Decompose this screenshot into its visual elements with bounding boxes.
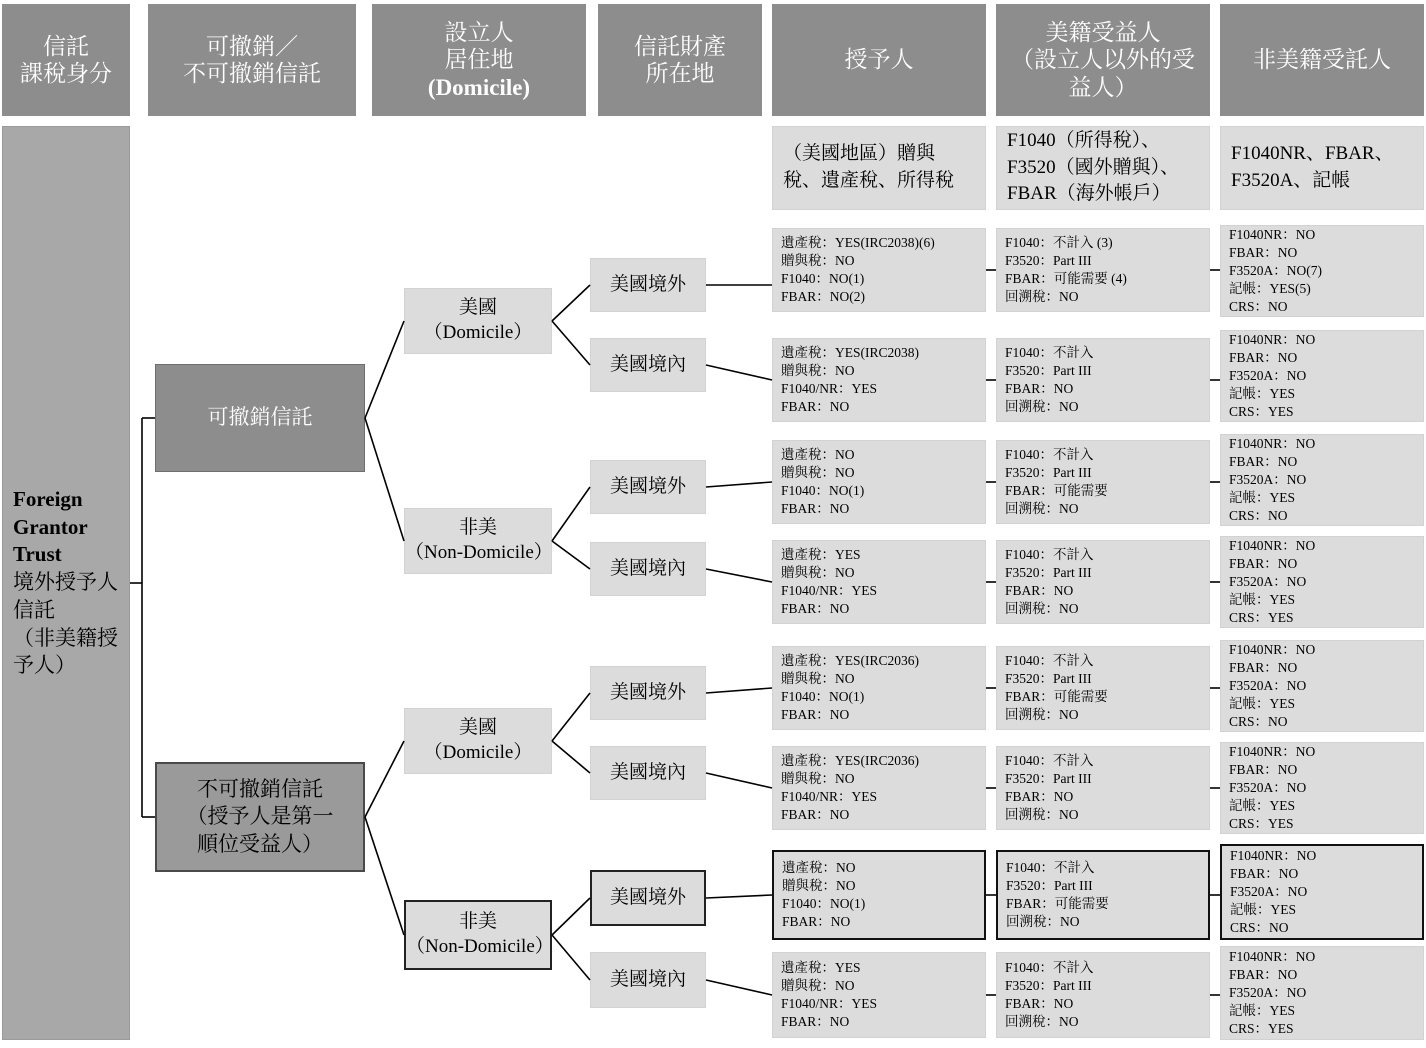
- note-line: F1040：NO(1): [781, 689, 865, 704]
- note-line: FBAR：可能需要: [1005, 689, 1108, 704]
- note-line: F1040NR：NO: [1229, 227, 1316, 243]
- header-line: 益人）: [1068, 74, 1138, 100]
- note-line: 贈與稅：NO: [781, 978, 855, 994]
- note-line: F3520A：NO: [1230, 884, 1308, 900]
- subheader-line: F3520A、記帳: [1231, 170, 1351, 191]
- node-label: （Domicile）: [423, 742, 533, 763]
- node-domicile-us-2: [404, 708, 552, 774]
- node-label: 非美: [458, 911, 497, 933]
- node-domicile-us-1: [404, 288, 552, 354]
- node-label: 美國境外: [609, 886, 686, 908]
- header-line: （設立人以外的受: [1011, 47, 1195, 73]
- note-line: 記帳：YES: [1229, 591, 1296, 607]
- note-line: 贈與稅：NO: [781, 565, 855, 581]
- root-line: 予人）: [13, 653, 76, 678]
- note-line: F1040：不計入: [1006, 860, 1095, 876]
- header-cell-grantor: [772, 4, 986, 116]
- note-grantor-row8: [772, 952, 986, 1038]
- node-label: （Non-Domicile）: [405, 542, 553, 563]
- subheader-us-beneficiary: [996, 126, 1210, 210]
- note-line: 遺產稅：NO: [781, 447, 855, 463]
- note-line: F3520：Part III: [1005, 978, 1092, 994]
- note-trustee-row4: [1220, 536, 1424, 628]
- note-grantor-row1: [772, 228, 986, 312]
- note-line: F1040：不計入: [1005, 960, 1094, 976]
- node-label: （Non-Domicile）: [406, 936, 554, 957]
- subheader-line: F1040（所得稅）、: [1007, 129, 1161, 151]
- subheader-line: FBAR（海外帳戶）: [1007, 183, 1171, 205]
- note-beneficiary-row4: [996, 540, 1210, 624]
- node-label: （Domicile）: [423, 322, 533, 343]
- node-domicile-nonus-2: [404, 900, 552, 970]
- node-location-8: [590, 952, 706, 1008]
- note-grantor-row3: [772, 440, 986, 524]
- note-line: 遺產稅：YES: [781, 960, 861, 976]
- note-line: F3520：Part III: [1005, 565, 1092, 581]
- note-trustee-row2: [1220, 330, 1424, 422]
- header-line: 信託: [43, 33, 89, 59]
- note-line: CRS：NO: [1230, 919, 1289, 935]
- node-location-2: [590, 338, 706, 392]
- note-line: 記帳：YES(5): [1229, 280, 1311, 296]
- node-location-4: [590, 542, 706, 596]
- note-line: F3520：Part III: [1005, 771, 1092, 787]
- note-grantor-row2: [772, 338, 986, 422]
- note-line: FBAR：可能需要: [1006, 896, 1109, 911]
- note-trustee-row7: [1220, 844, 1424, 940]
- note-line: 回溯稅：NO: [1005, 706, 1079, 722]
- note-line: F3520：Part III: [1006, 878, 1093, 894]
- note-line: F3520：Part III: [1005, 465, 1092, 481]
- note-line: FBAR：NO: [1005, 583, 1074, 598]
- note-line: F1040/NR：YES: [781, 789, 878, 804]
- node-label: 美國: [458, 297, 497, 319]
- note-trustee-row3: [1220, 434, 1424, 526]
- note-line: FBAR：NO: [781, 1013, 850, 1029]
- note-line: 回溯稅：NO: [1005, 806, 1079, 822]
- note-line: FBAR：NO: [1229, 660, 1298, 676]
- note-line: F1040：不計入: [1005, 447, 1094, 463]
- note-line: FBAR：NO: [1005, 789, 1074, 804]
- note-line: 回溯稅：NO: [1005, 288, 1079, 304]
- note-beneficiary-row5: [996, 646, 1210, 730]
- note-beneficiary-row8: [996, 952, 1210, 1038]
- note-line: F3520A：NO(7): [1229, 263, 1322, 279]
- note-line: 記帳：YES: [1229, 1002, 1296, 1018]
- note-trustee-row5: [1220, 640, 1424, 732]
- note-line: F3520A：NO: [1229, 678, 1307, 694]
- note-line: F1040NR：NO: [1229, 436, 1316, 452]
- note-trustee-row6: [1220, 742, 1424, 834]
- note-beneficiary-row1: [996, 228, 1210, 312]
- note-line: FBAR：NO: [782, 913, 851, 929]
- note-line: F1040NR：NO: [1229, 642, 1316, 658]
- note-line: 贈與稅：NO: [781, 465, 855, 481]
- note-trustee-row8: [1220, 946, 1424, 1040]
- header-line: 不可撤銷信託: [183, 61, 321, 86]
- header-cell-foreign-trustee: [1220, 4, 1424, 116]
- note-line: FBAR：NO: [1005, 996, 1074, 1011]
- note-line: FBAR：NO(2): [781, 288, 866, 304]
- node-label: 美國境內: [609, 557, 686, 579]
- note-beneficiary-row6: [996, 746, 1210, 830]
- note-line: CRS：NO: [1229, 298, 1288, 314]
- header-cell-revocability: [148, 4, 356, 116]
- note-line: 遺產稅：YES(IRC2036): [781, 653, 919, 669]
- node-label: 不可撤銷信託: [197, 777, 323, 802]
- note-line: F1040：不計入: [1005, 653, 1094, 669]
- note-line: FBAR：NO: [781, 806, 850, 822]
- note-line: F3520A：NO: [1229, 472, 1307, 488]
- header-line: (Domicile): [427, 74, 531, 100]
- node-location-3: [590, 460, 706, 514]
- note-line: FBAR：NO: [1229, 454, 1298, 470]
- note-line: F1040：不計入: [1005, 547, 1094, 563]
- note-line: FBAR：可能需要 (4): [1005, 271, 1127, 286]
- node-label: 美國境內: [609, 761, 686, 783]
- note-line: F3520A：NO: [1229, 985, 1307, 1001]
- node-label: 美國境內: [609, 968, 686, 990]
- subheader-line: F1040NR、FBAR、: [1231, 143, 1394, 165]
- node-label: 可撤銷信託: [207, 405, 313, 430]
- note-line: 遺產稅：YES(IRC2038): [781, 345, 919, 361]
- note-line: F1040：不計入: [1005, 345, 1094, 361]
- note-line: FBAR：NO: [1229, 556, 1298, 572]
- note-line: FBAR：NO: [781, 600, 850, 616]
- node-location-1: [590, 258, 706, 312]
- note-line: FBAR：NO: [1005, 381, 1074, 396]
- note-line: FBAR：NO: [1229, 245, 1298, 261]
- subheader-line: 稅、遺產稅、所得稅: [783, 170, 955, 191]
- note-line: 記帳：YES: [1229, 489, 1296, 505]
- note-line: FBAR：NO: [781, 398, 850, 414]
- header-line: 所在地: [645, 61, 715, 86]
- root-line: 信託: [13, 597, 55, 622]
- note-line: 贈與稅：NO: [781, 671, 855, 687]
- header-line: 美籍受益人: [1045, 20, 1161, 46]
- node-irrevocable-trust: [155, 762, 365, 872]
- note-line: 遺產稅：YES(IRC2038)(6): [781, 235, 935, 251]
- header-cell-property-location: [598, 4, 762, 116]
- note-line: F1040/NR：YES: [781, 583, 878, 598]
- header-line: 設立人: [444, 20, 514, 46]
- note-line: CRS：YES: [1229, 609, 1294, 625]
- subheader-line: （美國地區）贈與: [783, 143, 936, 165]
- note-line: 回溯稅：NO: [1005, 1013, 1079, 1029]
- header-line: 信託財產: [634, 33, 726, 59]
- note-line: FBAR：NO: [781, 500, 850, 516]
- note-line: F1040：NO(1): [781, 271, 865, 286]
- note-line: F1040：不計入 (3): [1005, 235, 1113, 251]
- note-line: F3520A：NO: [1229, 574, 1307, 590]
- note-line: F3520A：NO: [1229, 780, 1307, 796]
- note-line: CRS：NO: [1229, 713, 1288, 729]
- note-line: FBAR：NO: [1229, 762, 1298, 778]
- node-label: 順位受益人）: [197, 831, 323, 856]
- note-line: 記帳：YES: [1230, 901, 1297, 917]
- note-grantor-row5: [772, 646, 986, 730]
- note-line: F3520：Part III: [1005, 253, 1092, 269]
- note-line: CRS：YES: [1229, 1020, 1294, 1036]
- root-line: Trust: [13, 542, 62, 567]
- node-label: 非美: [458, 517, 497, 539]
- note-line: 遺產稅：NO: [782, 860, 856, 876]
- note-line: FBAR：NO: [1229, 350, 1298, 366]
- note-line: 回溯稅：NO: [1005, 600, 1079, 616]
- note-line: FBAR：NO: [1229, 967, 1298, 983]
- note-line: 贈與稅：NO: [781, 253, 855, 269]
- note-line: 贈與稅：NO: [781, 771, 855, 787]
- node-label: 美國境外: [609, 681, 686, 703]
- note-line: 遺產稅：YES: [781, 547, 861, 563]
- note-grantor-row7: [772, 850, 986, 940]
- note-line: 回溯稅：NO: [1006, 913, 1080, 929]
- node-location-5: [590, 666, 706, 720]
- note-line: F3520：Part III: [1005, 671, 1092, 687]
- subheader-foreign-trustee: [1220, 126, 1424, 210]
- note-line: F3520：Part III: [1005, 363, 1092, 379]
- root-line: Grantor: [13, 514, 88, 539]
- note-line: 記帳：YES: [1229, 695, 1296, 711]
- header-line: 可撤銷／: [206, 33, 298, 59]
- note-line: 回溯稅：NO: [1005, 500, 1079, 516]
- header-line: 居住地: [444, 47, 514, 73]
- root-line: Foreign: [13, 486, 83, 511]
- node-location-7: [590, 870, 706, 926]
- note-line: CRS：YES: [1229, 403, 1294, 419]
- note-line: F1040：不計入: [1005, 753, 1094, 769]
- note-beneficiary-row2: [996, 338, 1210, 422]
- note-line: F1040/NR：YES: [781, 996, 878, 1011]
- node-label: 美國境內: [609, 353, 686, 375]
- subheader-line: F3520（國外贈與）、: [1007, 156, 1180, 178]
- node-domicile-nonus-1: [404, 508, 552, 574]
- note-grantor-row4: [772, 540, 986, 624]
- note-line: 贈與稅：NO: [781, 363, 855, 379]
- note-line: 贈與稅：NO: [782, 878, 856, 894]
- note-line: F1040NR：NO: [1229, 332, 1316, 348]
- subheader-grantor: [772, 126, 986, 210]
- note-grantor-row6: [772, 746, 986, 830]
- note-beneficiary-row3: [996, 440, 1210, 524]
- note-line: CRS：YES: [1229, 815, 1294, 831]
- note-line: 記帳：YES: [1229, 385, 1296, 401]
- note-line: 遺產稅：YES(IRC2036): [781, 753, 919, 769]
- note-line: CRS：NO: [1229, 507, 1288, 523]
- header-cell-domicile: [372, 4, 586, 116]
- node-label: 美國境外: [609, 273, 686, 295]
- root-line: 境外授予人: [13, 570, 118, 595]
- note-line: FBAR：可能需要: [1005, 483, 1108, 498]
- node-location-6: [590, 746, 706, 800]
- header-line: 非美籍受託人: [1253, 47, 1391, 73]
- note-line: F1040：NO(1): [782, 896, 866, 911]
- header-line: 授予人: [844, 47, 914, 73]
- note-line: FBAR：NO: [781, 706, 850, 722]
- header-line: 課稅身分: [20, 61, 112, 86]
- header-cell-tax-status: [2, 4, 130, 116]
- note-line: F1040NR：NO: [1230, 848, 1317, 864]
- node-label: （授予人是第一: [186, 804, 334, 829]
- note-line: F1040NR：NO: [1229, 949, 1316, 965]
- note-line: 回溯稅：NO: [1005, 398, 1079, 414]
- note-line: F1040NR：NO: [1229, 744, 1316, 760]
- note-line: F1040：NO(1): [781, 483, 865, 498]
- root-line: （非美籍授: [13, 625, 118, 650]
- node-revocable-trust: [155, 364, 365, 472]
- note-line: F1040/NR：YES: [781, 381, 878, 396]
- note-line: F1040NR：NO: [1229, 538, 1316, 554]
- node-label: 美國境外: [609, 475, 686, 497]
- note-trustee-row1: [1220, 225, 1424, 317]
- root-node-foreign-grantor-trust: [2, 126, 130, 1040]
- node-label: 美國: [458, 717, 497, 739]
- note-beneficiary-row7: [996, 850, 1210, 940]
- header-cell-us-beneficiary: [996, 4, 1210, 116]
- note-line: F3520A：NO: [1229, 368, 1307, 384]
- note-line: FBAR：NO: [1230, 866, 1299, 882]
- note-line: 記帳：YES: [1229, 797, 1296, 813]
